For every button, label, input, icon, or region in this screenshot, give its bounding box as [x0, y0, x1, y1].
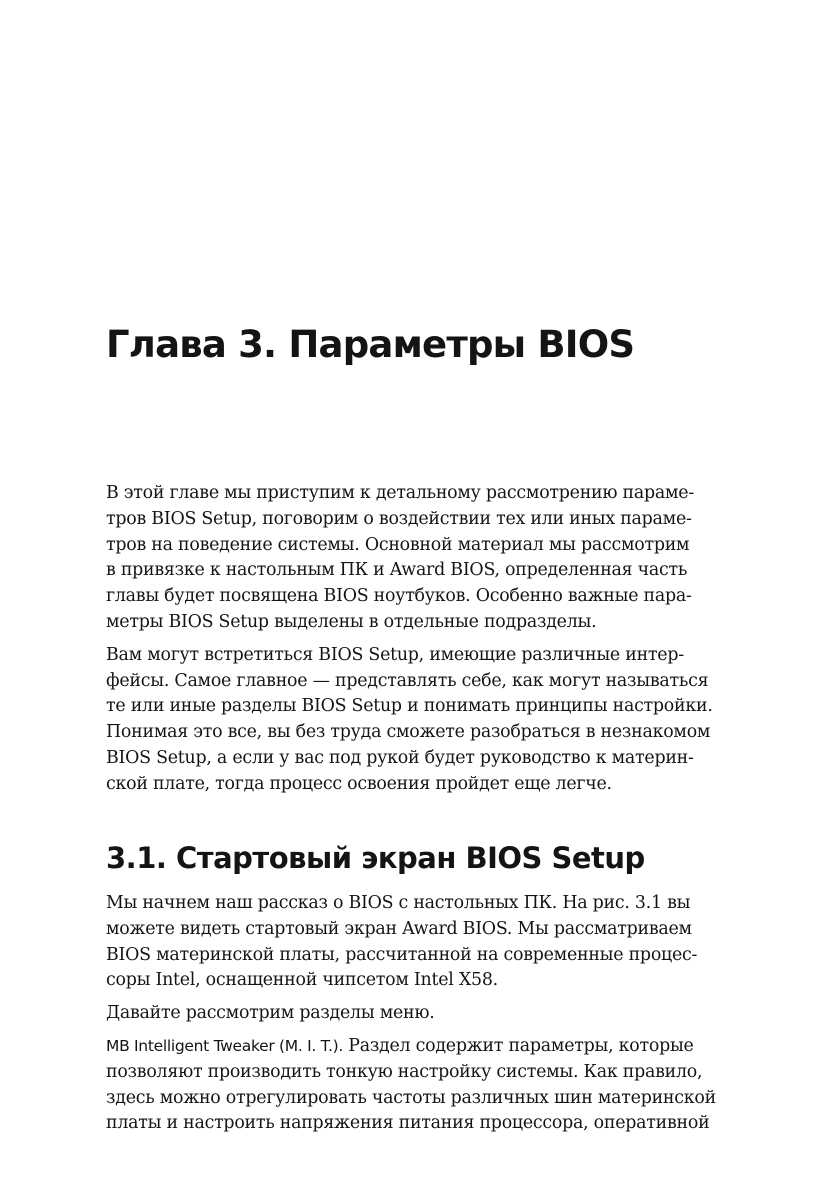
- text-line: можете видеть стартовый экран Award BIOS. Мы рассматриваем: [106, 918, 692, 939]
- text-line: фейсы. Самое главное — представлять себе, как могут называться: [106, 670, 709, 691]
- menu-term: MB Intelligent Tweaker (M. I. T.).: [106, 1036, 343, 1055]
- text-line: Понимая это все, вы без труда сможете разобраться в незнакомом: [106, 722, 711, 743]
- text-line: в привязке к настольным ПК и Award BIOS, определенная часть: [106, 560, 688, 581]
- text-line: BIOS материнской платы, рассчитанной на современные процес-: [106, 944, 698, 965]
- section-paragraph-1: [106, 891, 716, 994]
- section-body: [106, 891, 716, 1144]
- term-description: Раздел содержит параметры, которые: [342, 1035, 694, 1056]
- section-paragraph-2: [106, 1001, 716, 1027]
- text-line: Давайте рассмотрим разделы меню.: [106, 1003, 435, 1024]
- text-line: платы и настроить напряжения питания процессора, оперативной: [106, 1113, 710, 1134]
- text-line: Вам могут встретиться BIOS Setup, имеющие различные интер-: [106, 644, 684, 665]
- term-line: [106, 1034, 716, 1060]
- text-line: главы будет посвящена BIOS ноутбуков. Особенно важные пара-: [106, 586, 692, 607]
- chapter-title: Глава 3. Параметры BIOS: [106, 323, 635, 366]
- text-line: В этой главе мы приступим к детальному рассмотрению параме-: [106, 483, 694, 503]
- text-line: тров BIOS Setup, поговорим о воздействии тех или иных параме-: [106, 508, 692, 529]
- text-line: BIOS Setup, а если у вас под рукой будет руководство к материн-: [106, 747, 694, 768]
- text-line: тров на поведение системы. Основной материал мы рассмотрим: [106, 534, 690, 555]
- text-line: метры BIOS Setup выделены в отдельные подразделы.: [106, 611, 597, 632]
- intro-paragraph-2: [106, 643, 716, 798]
- text-line: ской плате, тогда процесс освоения пройдет еще легче.: [106, 773, 612, 794]
- text-line: здесь можно отрегулировать частоты различных шин материнской: [106, 1087, 716, 1108]
- section-paragraph-3: [106, 1034, 716, 1137]
- text-line: Мы начнем наш рассказ о BIOS с настольных ПК. На рис. 3.1 вы: [106, 893, 691, 913]
- intro-text: [106, 481, 716, 805]
- text-line: соры Intel, оснащенной чипсетом Intel X58.: [106, 970, 498, 991]
- book-page: [106, 0, 716, 1200]
- text-line: позволяют производить тонкую настройку системы. Как правило,: [106, 1061, 703, 1082]
- intro-paragraph-1: [106, 481, 716, 636]
- section-title: 3.1. Стартовый экран BIOS Setup: [106, 841, 645, 875]
- text-line: те или иные разделы BIOS Setup и понимать принципы настройки.: [106, 696, 713, 717]
